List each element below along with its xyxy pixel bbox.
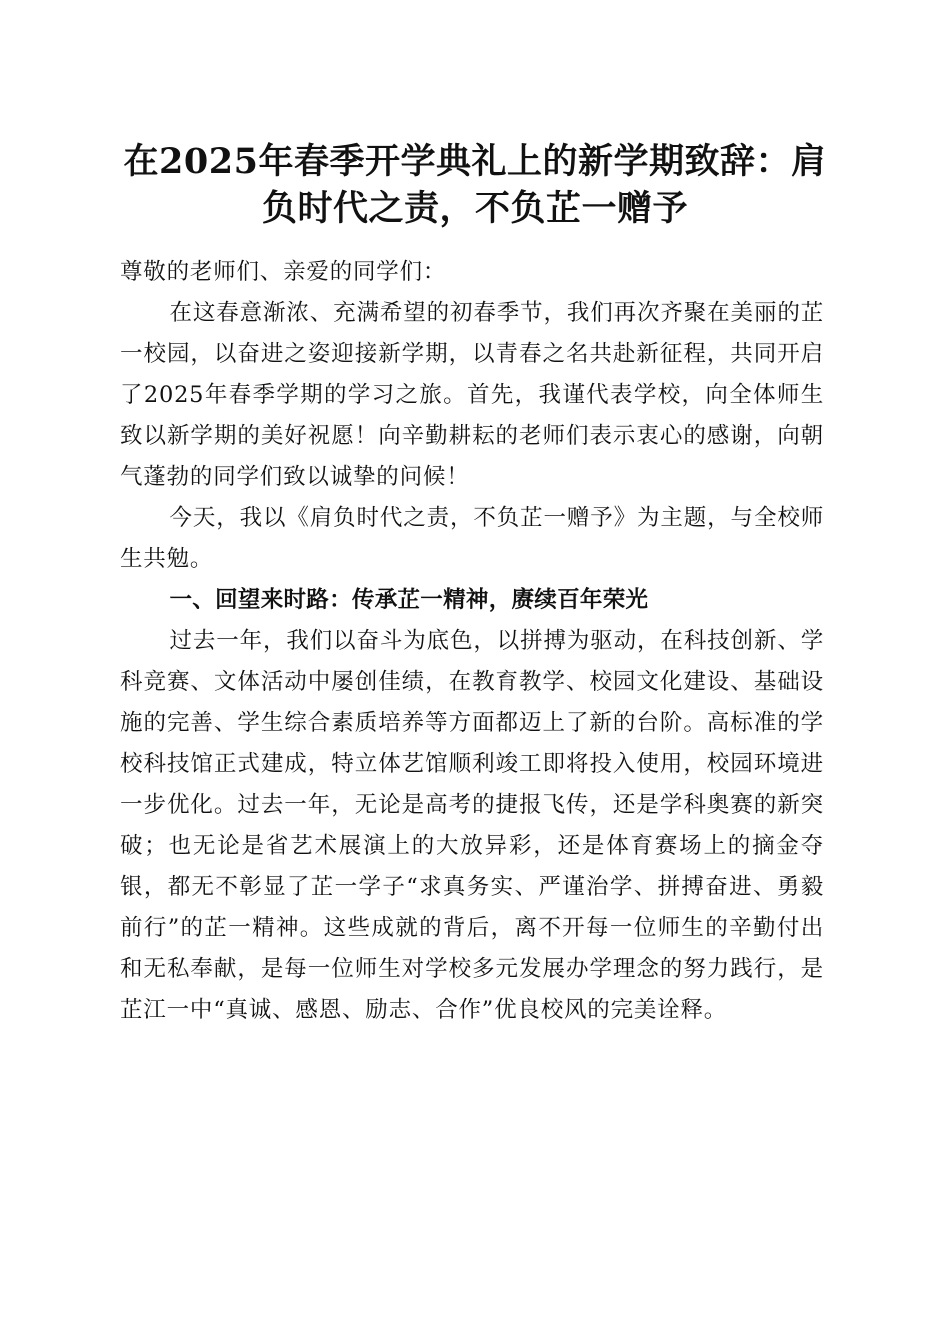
review-paragraph: 过去一年，我们以奋斗为底色，以拼搏为驱动，在科技创新、学科竞赛、文体活动中屡创佳绩，在教育教学、校园文化建设、基础设施的完善、学生综合素质培养等方面都迈上了新的台阶。高标准的学校科技馆正式建成，特立体艺馆顺利竣工即将投入使用，校园环境进一步优化。过去一年，无论是高考的捷报飞传，还是学科奥赛的新突破；也无论是省艺术展演上的大放异彩，还是体育赛场上的摘金夺银，都无不彰显了芷一学子“求真务实、严谨治学、拼搏奋进、勇毅前行”的芷一精神。这些成就的背后，离不开每一位师生的辛勤付出和无私奉献，是每一位师生对学校多元发展办学理念的努力践行，是芷江一中“真诚、感恩、励志、合作”优良校风的完美诠释。 xyxy=(120,628,824,1023)
salutation: 尊敬的老师们、亲爱的同学们： xyxy=(120,259,447,285)
opening-paragraph: 在这春意渐浓、充满希望的初春季节，我们再次齐聚在美丽的芷一校园，以奋进之姿迎接新学期，以青春之名共赴新征程，共同开启了2025年春季学期的学习之旅。首先，我谨代表学校，向全体师生致以新学期的美好祝愿！向辛勤耕耘的老师们表示衷心的感谢，向朝气蓬勃的同学们致以诚挚的问候！ xyxy=(120,300,824,490)
document-title-line-1: 在2025年春季开学典礼上的新学期致辞：肩 xyxy=(123,141,827,182)
document-title xyxy=(110,138,840,232)
document-title-line-2: 负时代之责，不负芷一赠予 xyxy=(261,188,688,229)
theme-paragraph: 今天，我以《肩负时代之责，不负芷一赠予》为主题，与全校师生共勉。 xyxy=(120,505,824,572)
document-body xyxy=(120,252,824,1031)
section-heading-1: 一、回望来时路：传承芷一精神，赓续百年荣光 xyxy=(169,587,649,613)
